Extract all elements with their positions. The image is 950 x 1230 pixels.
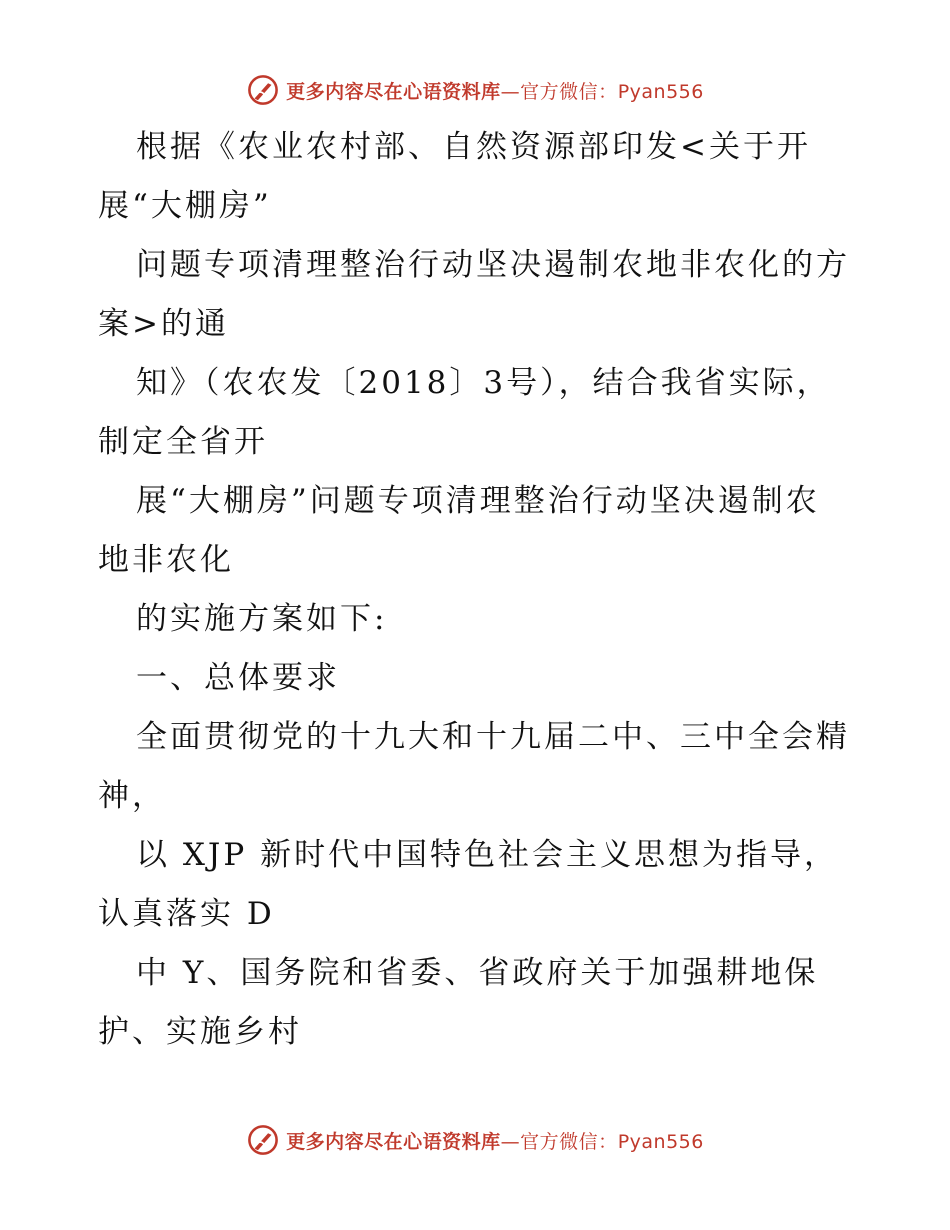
text-line: 神， <box>98 778 166 814</box>
footer-site-text: 更多内容尽在心语资料库 <box>286 1130 501 1153</box>
text-line: 中 Y、国务院和省委、省政府关于加强耕地保 <box>136 955 819 991</box>
header-banner <box>0 72 950 108</box>
footer-banner <box>0 1122 950 1158</box>
footer-wechat-label: 官方微信： <box>520 1130 618 1153</box>
footer-banner-text <box>286 1127 704 1154</box>
text-line: 展“大棚房” <box>98 188 272 224</box>
text-line: 制定全省开 <box>98 424 268 460</box>
text-line: 知》（农农发〔2018〕3号），结合我省实际， <box>136 365 831 401</box>
text-line: 的实施方案如下: <box>136 601 388 637</box>
document-body <box>98 118 858 1062</box>
text-line: 根据《农业农村部、自然资源部印发<关于开 <box>136 129 811 165</box>
text-line: 问题专项清理整治行动坚决遏制农地非农化的方 <box>136 247 850 283</box>
quill-circle-logo-icon <box>246 73 280 107</box>
text-line: 展“大棚房”问题专项清理整治行动坚决遏制农 <box>136 483 820 519</box>
banner-text <box>286 77 704 104</box>
text-line: 全面贯彻党的十九大和十九届二中、三中全会精 <box>136 719 850 755</box>
banner-wechat-id: Pyan556 <box>617 80 704 103</box>
section-heading: 一、总体要求 <box>136 660 340 696</box>
text-line: 护、实施乡村 <box>98 1014 302 1050</box>
banner-separator: — <box>500 80 521 103</box>
text-line: 以 XJP 新时代中国特色社会主义思想为指导， <box>136 837 839 873</box>
footer-separator: — <box>500 1130 521 1153</box>
banner-site-text: 更多内容尽在心语资料库 <box>286 80 501 103</box>
banner-wechat-label: 官方微信： <box>520 80 618 103</box>
footer-wechat-id: Pyan556 <box>617 1130 704 1153</box>
text-line: 案>的通 <box>98 306 229 342</box>
text-line: 地非农化 <box>98 542 234 578</box>
text-line: 认真落实 D <box>98 896 275 932</box>
quill-circle-logo-icon <box>246 1123 280 1157</box>
